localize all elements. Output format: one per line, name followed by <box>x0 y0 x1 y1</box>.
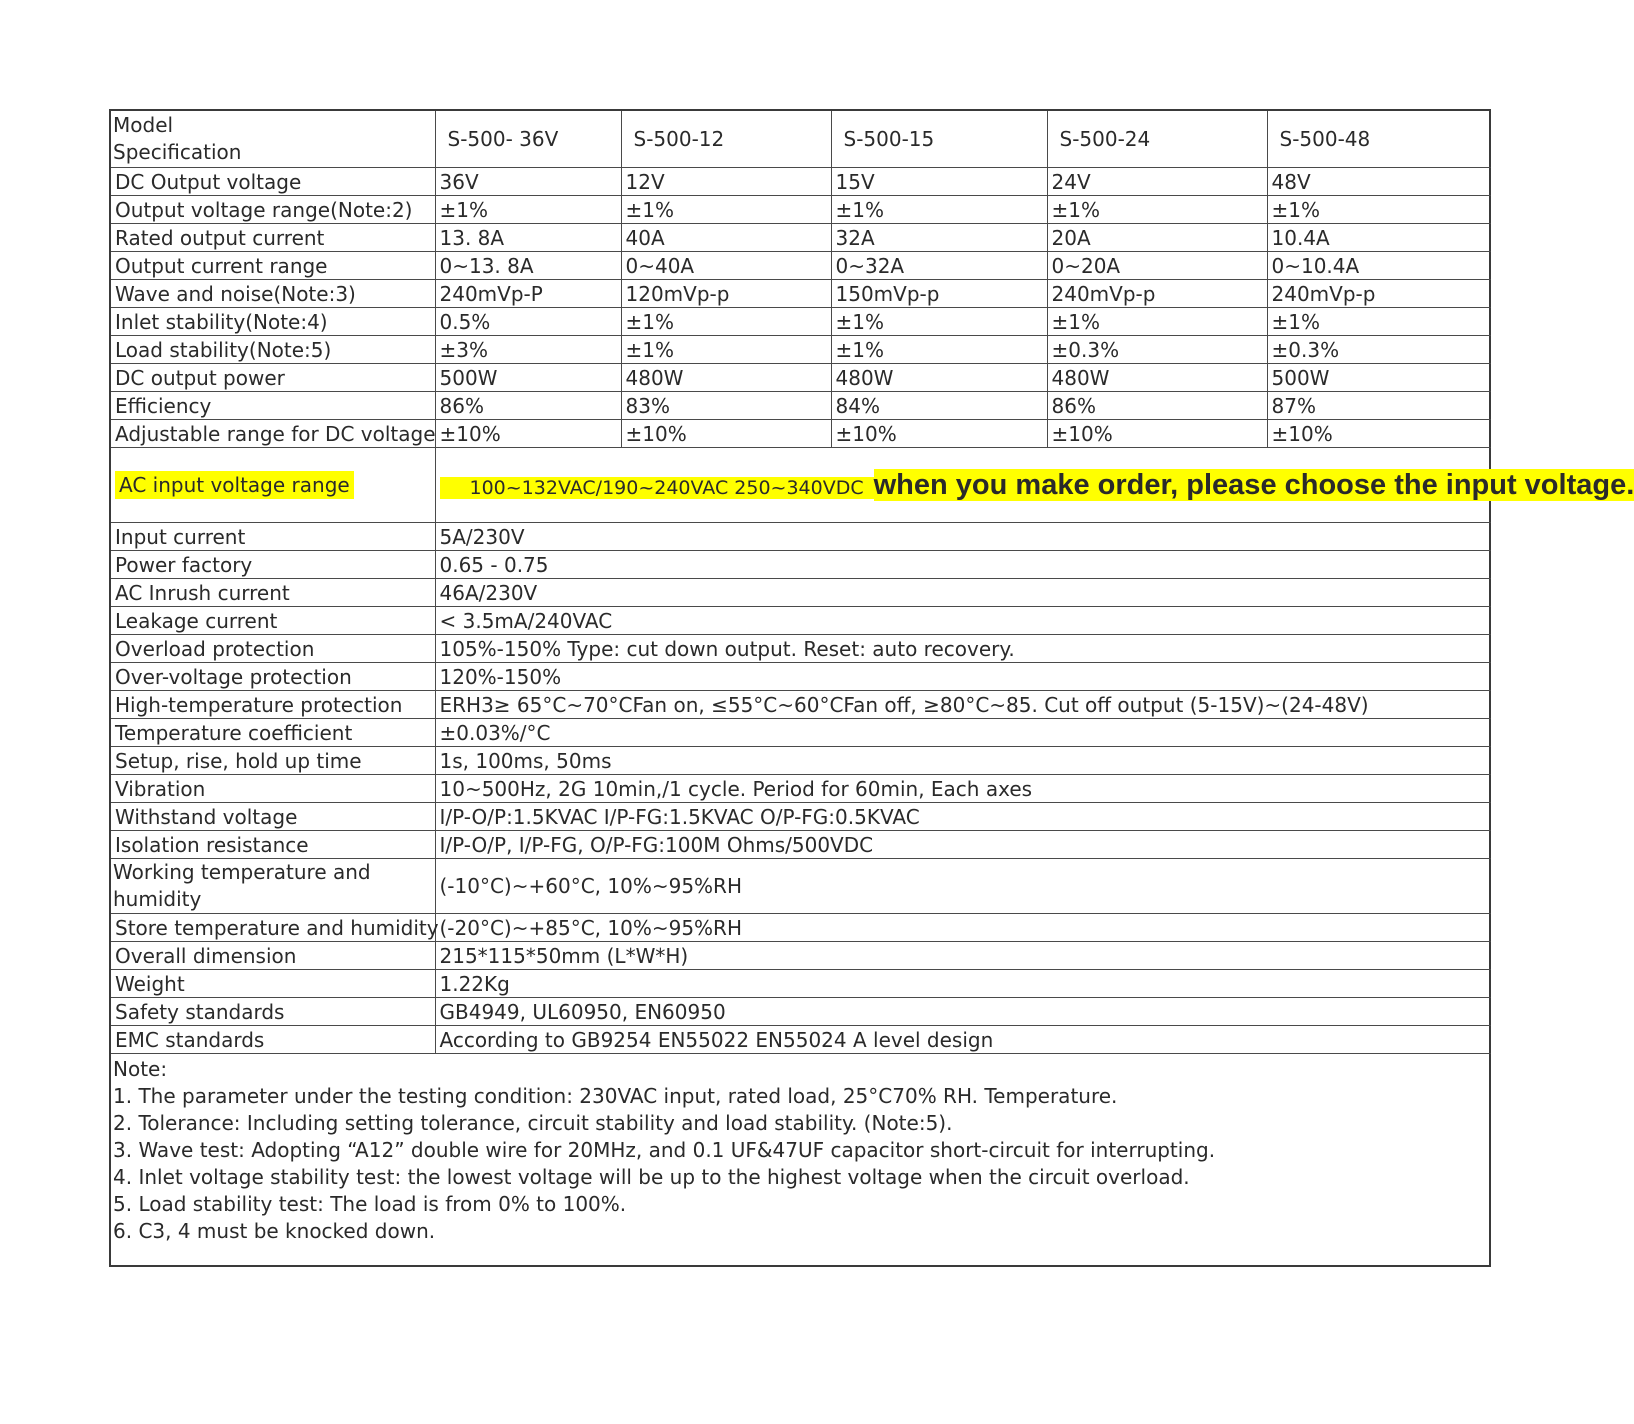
spec-row <box>111 392 1491 420</box>
row-value: I/P-O/P, I/P-FG, O/P-FG:100M Ohms/500VDC <box>435 831 1491 859</box>
header-row <box>111 111 1491 168</box>
model-value: 48V <box>1267 168 1491 196</box>
spec-row <box>111 635 1491 663</box>
spec-row <box>111 224 1491 252</box>
row-label: Isolation resistance <box>111 831 435 859</box>
model-value: 0~32A <box>831 252 1047 280</box>
model-value: 480W <box>1047 364 1267 392</box>
note-item: 2. Tolerance: Including setting tolerance, circuit stability and load stability. (Note:5). <box>113 1111 953 1135</box>
row-value: (-20°C)~+85°C, 10%~95%RH <box>435 914 1491 942</box>
model-value: 84% <box>831 392 1047 420</box>
model-value: 240mVp-p <box>1267 280 1491 308</box>
model-value: 86% <box>435 392 621 420</box>
model-value: ±1% <box>831 196 1047 224</box>
row-label: EMC standards <box>111 1026 435 1054</box>
model-value: ±1% <box>435 196 621 224</box>
spec-row <box>111 831 1491 859</box>
spec-row <box>111 803 1491 831</box>
spec-row <box>111 607 1491 635</box>
spec-row <box>111 998 1491 1026</box>
spec-row <box>111 1026 1491 1054</box>
ac-input-label-cell <box>111 448 435 523</box>
row-label: Temperature coefficient <box>111 719 435 747</box>
model-value: 13. 8A <box>435 224 621 252</box>
row-value: GB4949, UL60950, EN60950 <box>435 998 1491 1026</box>
spec-row <box>111 691 1491 719</box>
spec-row <box>111 914 1491 942</box>
row-value: 1s, 100ms, 50ms <box>435 747 1491 775</box>
model-value: 240mVp-p <box>1047 280 1267 308</box>
model-label: Model <box>113 113 174 137</box>
row-label: Setup, rise, hold up time <box>111 747 435 775</box>
spec-row <box>111 859 1491 914</box>
row-value: 10~500Hz, 2G 10min,/1 cycle. Period for 60min, Each axes <box>435 775 1491 803</box>
model-value: 15V <box>831 168 1047 196</box>
model-value: 24V <box>1047 168 1267 196</box>
row-value: 0.65 - 0.75 <box>435 551 1491 579</box>
model-value: 20A <box>1047 224 1267 252</box>
model-value: 10.4A <box>1267 224 1491 252</box>
spec-sheet <box>109 109 1634 1267</box>
row-value: < 3.5mA/240VAC <box>435 607 1491 635</box>
model-value: 500W <box>1267 364 1491 392</box>
model-value: ±1% <box>831 336 1047 364</box>
row-label: Input current <box>111 523 435 551</box>
model-value: 150mVp-p <box>831 280 1047 308</box>
row-label: DC Output voltage <box>111 168 435 196</box>
model-value: 500W <box>435 364 621 392</box>
row-label: Rated output current <box>111 224 435 252</box>
model-value: 0~10.4A <box>1267 252 1491 280</box>
row-value: 1.22Kg <box>435 970 1491 998</box>
model-value: 480W <box>831 364 1047 392</box>
model-name: S-500-12 <box>621 111 831 168</box>
spec-row <box>111 970 1491 998</box>
row-value: 46A/230V <box>435 579 1491 607</box>
notes-list <box>113 1083 1487 1245</box>
row-label: High-temperature protection <box>111 691 435 719</box>
model-value: 0~20A <box>1047 252 1267 280</box>
row-label: Output voltage range(Note:2) <box>111 196 435 224</box>
row-value: 5A/230V <box>435 523 1491 551</box>
model-value: 32A <box>831 224 1047 252</box>
spec-row <box>111 551 1491 579</box>
row-label: Overload protection <box>111 635 435 663</box>
row-label: Overall dimension <box>111 942 435 970</box>
note-item: 6. C3, 4 must be knocked down. <box>113 1219 436 1243</box>
model-value: ±1% <box>1047 196 1267 224</box>
ac-input-value: 100~132VAC/190~240VAC 250~340VDC <box>440 477 874 499</box>
spec-row <box>111 308 1491 336</box>
note-item: 3. Wave test: Adopting “A12” double wire for 20MHz, and 0.1 UF&47UF capacitor short-circuit for interrupting. <box>113 1138 1216 1162</box>
model-value: 0~13. 8A <box>435 252 621 280</box>
ac-input-label: AC input voltage range <box>115 471 354 499</box>
spec-row <box>111 252 1491 280</box>
notes-section <box>111 1054 1489 1265</box>
model-value: ±1% <box>1047 308 1267 336</box>
model-value: ±10% <box>435 420 621 448</box>
row-label: Vibration <box>111 775 435 803</box>
model-value: ±1% <box>621 196 831 224</box>
model-value: 86% <box>1047 392 1267 420</box>
row-value: 215*115*50mm (L*W*H) <box>435 942 1491 970</box>
row-value: I/P-O/P:1.5KVAC I/P-FG:1.5KVAC O/P-FG:0.5KVAC <box>435 803 1491 831</box>
spec-row <box>111 420 1491 448</box>
row-label: Wave and noise(Note:3) <box>111 280 435 308</box>
spec-row <box>111 280 1491 308</box>
spec-row <box>111 942 1491 970</box>
note-item: 5. Load stability test: The load is from 0% to 100%. <box>113 1192 627 1216</box>
model-name: S-500-15 <box>831 111 1047 168</box>
model-value: ±3% <box>435 336 621 364</box>
model-value: ±10% <box>1047 420 1267 448</box>
model-value: 240mVp-P <box>435 280 621 308</box>
row-label: Load stability(Note:5) <box>111 336 435 364</box>
spec-row <box>111 364 1491 392</box>
spec-row <box>111 719 1491 747</box>
ac-input-row <box>111 448 1491 523</box>
row-label: Working temperature and humidity <box>111 859 435 914</box>
row-label: Inlet stability(Note:4) <box>111 308 435 336</box>
specification-label: Specification <box>113 140 242 164</box>
order-notice: when you make order, please choose the input voltage. <box>873 469 1634 501</box>
model-value: ±1% <box>1267 308 1491 336</box>
model-value: 0.5% <box>435 308 621 336</box>
row-label: Power factory <box>111 551 435 579</box>
model-spec-header <box>111 111 435 168</box>
spec-row <box>111 775 1491 803</box>
model-value: ±0.3% <box>1267 336 1491 364</box>
note-item: 1. The parameter under the testing condition: 230VAC input, rated load, 25°C70% RH. Temperature. <box>113 1084 1118 1108</box>
model-name: S-500- 36V <box>435 111 621 168</box>
row-value: ERH3≥ 65°C~70°CFan on, ≤55°C~60°CFan off, ≥80°C~85. Cut off output (5-15V)~(24-48V) <box>435 691 1491 719</box>
model-value: ±1% <box>621 336 831 364</box>
model-value: 0~40A <box>621 252 831 280</box>
spec-row <box>111 168 1491 196</box>
spec-row <box>111 196 1491 224</box>
row-label: Adjustable range for DC voltage <box>111 420 435 448</box>
notes-title: Note: <box>113 1057 168 1081</box>
model-value: 480W <box>621 364 831 392</box>
model-value: ±10% <box>1267 420 1491 448</box>
model-name: S-500-24 <box>1047 111 1267 168</box>
row-label: Over-voltage protection <box>111 663 435 691</box>
spec-row <box>111 336 1491 364</box>
model-value: ±1% <box>1267 196 1491 224</box>
model-value: ±10% <box>621 420 831 448</box>
model-value: 12V <box>621 168 831 196</box>
row-value: 120%-150% <box>435 663 1491 691</box>
ac-input-value-cell <box>435 448 1634 523</box>
row-label: Store temperature and humidity <box>111 914 435 942</box>
row-label: Output current range <box>111 252 435 280</box>
row-label: Withstand voltage <box>111 803 435 831</box>
note-item: 4. Inlet voltage stability test: the lowest voltage will be up to the highest voltage when the circuit overload. <box>113 1165 1190 1189</box>
spec-row <box>111 663 1491 691</box>
row-label: DC output power <box>111 364 435 392</box>
row-value: 105%-150% Type: cut down output. Reset: auto recovery. <box>435 635 1491 663</box>
model-value: 36V <box>435 168 621 196</box>
row-label: AC Inrush current <box>111 579 435 607</box>
row-value: (-10°C)~+60°C, 10%~95%RH <box>435 859 1491 914</box>
row-label: Leakage current <box>111 607 435 635</box>
row-label: Efficiency <box>111 392 435 420</box>
model-value: ±10% <box>831 420 1047 448</box>
model-value: 87% <box>1267 392 1491 420</box>
model-value: 83% <box>621 392 831 420</box>
model-value: ±0.3% <box>1047 336 1267 364</box>
model-value: 120mVp-p <box>621 280 831 308</box>
spec-table <box>111 111 1634 1054</box>
spec-row <box>111 523 1491 551</box>
model-value: ±1% <box>621 308 831 336</box>
model-value: 40A <box>621 224 831 252</box>
model-value: ±1% <box>831 308 1047 336</box>
row-label: Weight <box>111 970 435 998</box>
row-value: ±0.03%/°C <box>435 719 1491 747</box>
spec-row <box>111 747 1491 775</box>
model-name: S-500-48 <box>1267 111 1491 168</box>
row-label: Safety standards <box>111 998 435 1026</box>
spec-row <box>111 579 1491 607</box>
row-value: According to GB9254 EN55022 EN55024 A level design <box>435 1026 1491 1054</box>
